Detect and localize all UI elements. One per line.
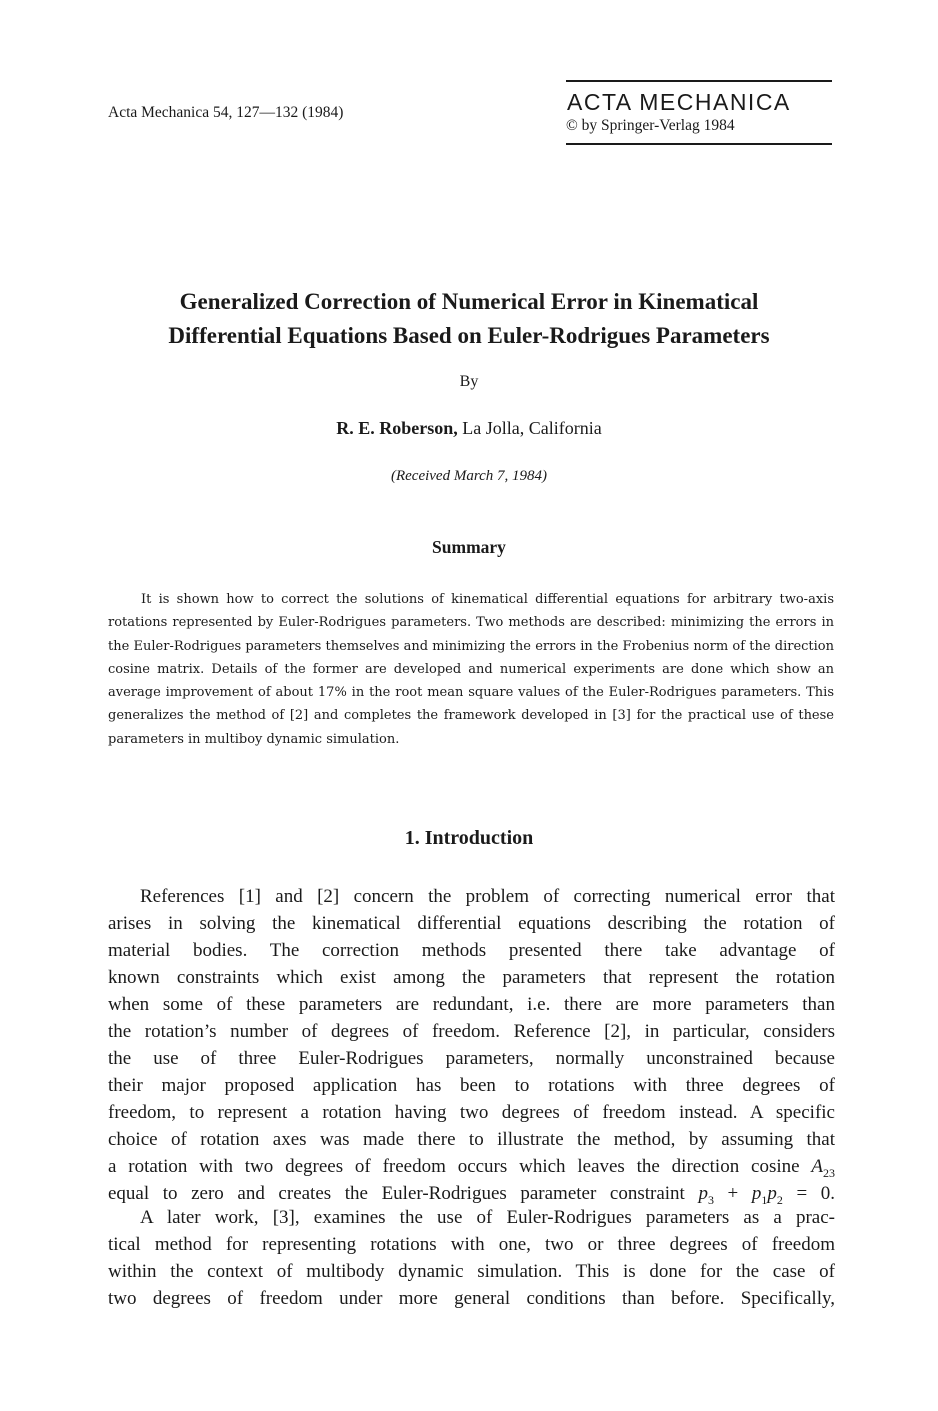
intro-paragraph-1 — [108, 883, 835, 1207]
text-line: known constraints which exist among the parameters that represent the rotation — [108, 967, 835, 988]
journal-name: ACTA MECHANICA — [567, 89, 791, 115]
by-line: By — [459, 373, 479, 390]
text-line: two degrees of freedom under more general conditions than before. Specifically, — [108, 1288, 835, 1309]
text-line: equal to zero and creates the Euler-Rodrigues parameter constraint — [108, 1183, 685, 1204]
journal-citation: Acta Mechanica 54, 127—132 (1984) — [108, 104, 344, 121]
author-location: La Jolla, California — [462, 418, 602, 438]
text-line: arises in solving the kinematical differential equations describing the rotation of — [108, 913, 835, 934]
title-line-2: Differential Equations Based on Euler-Rodrigues Parameters — [168, 323, 770, 348]
copyright-notice: © by Springer-Verlag 1984 — [566, 117, 735, 134]
summary-heading: Summary — [432, 537, 506, 557]
text-line: tical method for representing rotations with one, two or three degrees of freedom — [108, 1234, 835, 1255]
paper-title — [100, 285, 838, 353]
summary-text: It is shown how to correct the solutions of kinematical differential equations for arbitrary two-axis rotations represented by Euler-Rodrigues parameters. Two methods are described: minimizing the errors in the Euler-Rodrigues parameters themselves and minimizing the errors in the Frobenius norm of the direction cosine matrix. Details of the former are developed and numerical experiments are done which show an average improvement of about 17% in the root mean square values of the Euler-Rodrigues parameters. This generalizes the method of [2] and completes the framework developed in [3] for the practical use of these parameters in multiboy dynamic simulation. — [108, 592, 834, 747]
math-constraint: $p_3 + p_1p_2 = 0$. — [698, 1183, 836, 1207]
text-line: choice of rotation axes was made there to illustrate the method, by assuming that — [108, 1129, 835, 1150]
title-line-1: Generalized Correction of Numerical Error in Kinematical — [179, 289, 759, 314]
text-line: when some of these parameters are redundant, i.e. there are more parameters than — [108, 994, 835, 1015]
introduction-heading: 1. Introduction — [404, 827, 534, 849]
text-line: the use of three Euler-Rodrigues parameters, normally unconstrained because — [108, 1048, 835, 1069]
text-line: within the context of multibody dynamic simulation. This is done for the case of — [108, 1261, 835, 1282]
text-line: material bodies. The correction methods presented there take advantage of — [108, 940, 835, 961]
text-line: freedom, to represent a rotation having two degrees of freedom instead. A specific — [108, 1102, 835, 1123]
text-line: A later work, [3], examines the use of Euler-Rodrigues parameters as a prac- — [140, 1207, 835, 1228]
text-line-with-constraint — [108, 1180, 835, 1207]
author-line — [0, 418, 938, 439]
text-line-with-math — [108, 1153, 835, 1180]
received-date: (Received March 7, 1984) — [390, 468, 548, 484]
text-line: References [1] and [2] concern the problem of correcting numerical error that — [140, 886, 835, 907]
journal-masthead — [566, 80, 832, 145]
text-line: their major proposed application has been to rotations with three degrees of — [108, 1075, 835, 1096]
text-line: the rotation’s number of degrees of freedom. Reference [2], in particular, considers — [108, 1021, 835, 1042]
intro-paragraph-2 — [108, 1204, 835, 1312]
text-line: a rotation with two degrees of freedom occurs which leaves the direction cosine — [108, 1156, 800, 1177]
author-name: R. E. Roberson, — [336, 418, 458, 438]
math-A: A — [811, 1156, 824, 1177]
math-subscript: 23 — [823, 1165, 836, 1180]
